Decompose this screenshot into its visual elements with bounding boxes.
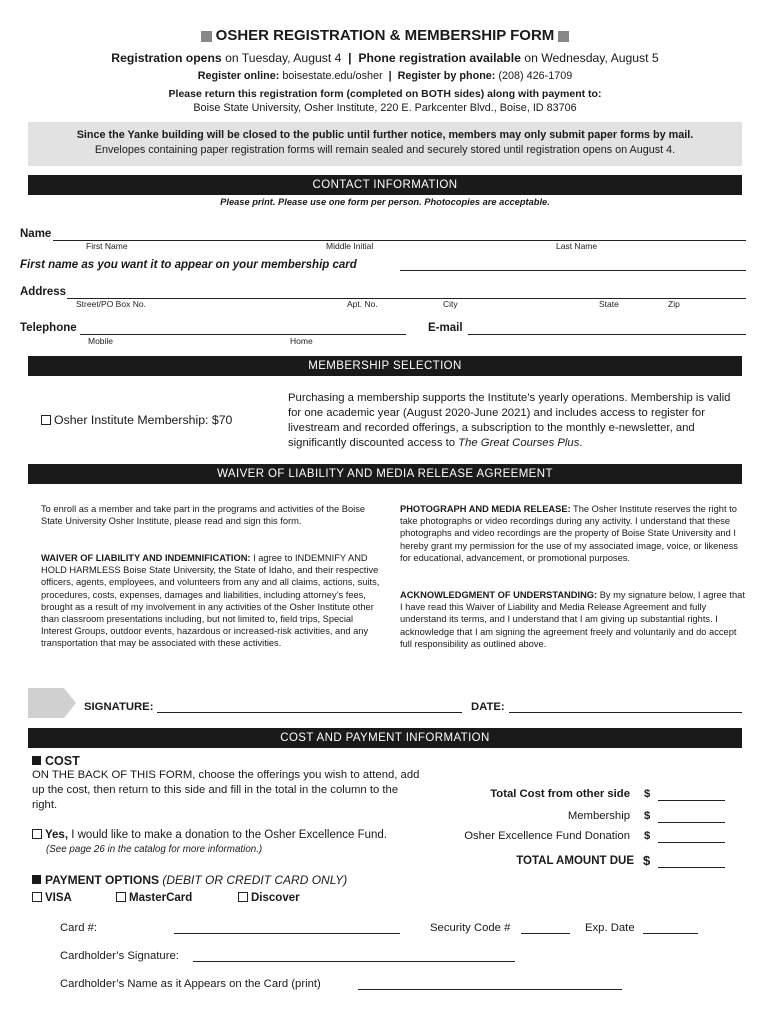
membership-option[interactable]: Osher Institute Membership: $70 bbox=[41, 413, 232, 427]
card-number-field[interactable] bbox=[174, 933, 400, 934]
acknowledgment: ACKNOWLEDGMENT OF UNDERSTANDING: By my signature below, I agree that I have read this Waiver of Liability and Media Release Agreement and fully understand its terms, and I understand that I am giving up substantial rights. I acknowledge that I am signing the agreement freely and voluntarily and do accept full responsibility as outlined above. bbox=[400, 590, 745, 649]
zip-caption: Zip bbox=[668, 299, 680, 309]
visa-option[interactable]: VISA bbox=[32, 892, 72, 904]
contact-information-bar: CONTACT INFORMATION bbox=[28, 175, 742, 195]
contact-instructions: Please print. Please use one form per person. Photocopies are acceptable. bbox=[220, 197, 550, 207]
square-bullet-icon bbox=[201, 31, 212, 42]
membership-selection-bar: MEMBERSHIP SELECTION bbox=[28, 356, 742, 376]
card-number-label: Card #: bbox=[60, 922, 98, 934]
registration-dates: Registration opens on Tuesday, August 4 | Phone registration available on Wednesday, August 5 bbox=[111, 51, 659, 65]
city-caption: City bbox=[443, 299, 458, 309]
cardholder-name-label: Cardholder’s Name as it Appears on the Card (print) bbox=[60, 978, 321, 990]
mobile-caption: Mobile bbox=[88, 336, 114, 346]
total-amount-due-field[interactable] bbox=[658, 867, 725, 868]
total-amount-due-label: TOTAL AMOUNT DUE bbox=[516, 855, 634, 867]
membership-checkbox[interactable] bbox=[41, 415, 51, 425]
middle-initial-caption: Middle Initial bbox=[326, 241, 374, 251]
cardholder-signature-label: Cardholder’s Signature: bbox=[60, 950, 179, 962]
street-caption: Street/PO Box No. bbox=[76, 299, 146, 309]
name-field[interactable] bbox=[53, 240, 746, 241]
form-title: OSHER REGISTRATION & MEMBERSHIP FORM bbox=[0, 27, 770, 44]
membership-description: Purchasing a membership supports the Institute’s yearly operations. Membership is valid for one academic year (August 2020-June 2021) and includes access to register for livestream and recorded offerings, a subscription to the monthly e-newsletter, and significantly discounted access to The Great Courses Plus. bbox=[288, 392, 731, 449]
waiver-bar: WAIVER OF LIABILITY AND MEDIA RELEASE AGREEMENT bbox=[28, 464, 742, 484]
fund-donation-label: Osher Excellence Fund Donation bbox=[464, 830, 630, 842]
apt-caption: Apt. No. bbox=[347, 299, 378, 309]
card-name-label: First name as you want it to appear on your membership card bbox=[20, 259, 357, 271]
first-name-caption: First Name bbox=[86, 241, 128, 251]
dollar-sign: $ bbox=[644, 830, 651, 842]
membership-cost-field[interactable] bbox=[658, 822, 725, 823]
register-online-phone: Register online: boisestate.edu/osher | Register by phone: (208) 426-1709 bbox=[197, 70, 573, 82]
date-field[interactable] bbox=[509, 712, 742, 713]
date-label: DATE: bbox=[471, 701, 505, 713]
telephone-label: Telephone bbox=[20, 322, 77, 334]
cost-heading: COST bbox=[32, 754, 80, 768]
total-other-side-label: Total Cost from other side bbox=[490, 788, 630, 800]
photo-media-release: PHOTOGRAPH AND MEDIA RELEASE: The Osher Institute reserves the right to take photographs or video recordings during any activity. I understand that these photographs and video recordings are the property of Boise State University and I hereby grant my permission for the use of my associated image, voice, or likeness for educational, advancement, or promotional purposes. bbox=[400, 504, 738, 563]
home-caption: Home bbox=[290, 336, 313, 346]
fund-donation-field[interactable] bbox=[658, 842, 725, 843]
donation-checkbox[interactable] bbox=[32, 829, 42, 839]
donation-option[interactable]: Yes, I would like to make a donation to the Osher Excellence Fund. bbox=[32, 829, 387, 841]
waiver-indemnification: WAIVER OF LIABILITY AND INDEMNIFICATION: I agree to INDEMNIFY AND HOLD HARMLESS Boise State University, the State of Idaho, and their respective officers, agents, employees, and volunteers from any and all claims, actions, suits, procedures, costs, expenses, damages and liabilities, including attorney’s fees, brought as a result of my involvement in any activities of the Osher Institute other than classroom presentations including, but not limited to, field trips, Special Interest Groups, outdoor events, hazardous or increased-risk activities, and any transportation that may be associated with these activities. bbox=[41, 553, 380, 649]
dollar-sign: $ bbox=[644, 810, 651, 822]
cardholder-signature-field[interactable] bbox=[193, 961, 515, 962]
mastercard-checkbox[interactable] bbox=[116, 892, 126, 902]
register-online-link[interactable]: boisestate.edu/osher bbox=[279, 70, 383, 82]
signature-label: SIGNATURE: bbox=[84, 701, 154, 713]
last-name-caption: Last Name bbox=[556, 241, 598, 251]
address-field[interactable] bbox=[67, 298, 746, 299]
mailing-address: Boise State University, Osher Institute, 220 E. Parkcenter Blvd., Boise, ID 83706 bbox=[193, 102, 577, 114]
square-bullet-icon bbox=[32, 875, 41, 884]
square-bullet-icon bbox=[558, 31, 569, 42]
waiver-intro: To enroll as a member and take part in the programs and activities of the Boise State University Osher Institute, please read and sign this form. bbox=[41, 504, 366, 527]
card-name-field[interactable] bbox=[400, 270, 746, 271]
name-row: Name bbox=[20, 228, 52, 240]
email-label: E-mail bbox=[428, 322, 463, 334]
donation-note: (See page 26 in the catalog for more information.) bbox=[46, 844, 263, 855]
arrow-pointer-icon bbox=[28, 688, 76, 718]
security-code-field[interactable] bbox=[521, 933, 570, 934]
dollar-sign: $ bbox=[643, 853, 651, 868]
state-caption: State bbox=[599, 299, 619, 309]
total-other-side-field[interactable] bbox=[658, 800, 725, 801]
return-instructions: Please return this registration form (completed on BOTH sides) along with payment to: bbox=[168, 88, 602, 100]
email-field[interactable] bbox=[468, 334, 746, 335]
closure-notice: Since the Yanke building will be closed to the public until further notice, members may only submit paper forms by mail. Envelopes containing paper registration forms will remain sealed and securely stored until registration opens on August 4. bbox=[28, 122, 742, 166]
cost-instructions: ON THE BACK OF THIS FORM, choose the offerings you wish to attend, add up the cost, then return to this side and fill in the total in the column to the right. bbox=[32, 769, 420, 811]
cost-payment-bar: COST AND PAYMENT INFORMATION bbox=[28, 728, 742, 748]
discover-checkbox[interactable] bbox=[238, 892, 248, 902]
exp-date-label: Exp. Date bbox=[585, 922, 635, 934]
membership-cost-label: Membership bbox=[567, 810, 630, 822]
signature-field[interactable] bbox=[157, 712, 462, 713]
address-label: Address bbox=[20, 286, 67, 298]
discover-option[interactable]: Discover bbox=[238, 892, 300, 904]
mastercard-option[interactable]: MasterCard bbox=[116, 892, 192, 904]
exp-date-field[interactable] bbox=[643, 933, 698, 934]
cardholder-name-field[interactable] bbox=[358, 989, 622, 990]
visa-checkbox[interactable] bbox=[32, 892, 42, 902]
telephone-field[interactable] bbox=[80, 334, 406, 335]
dollar-sign: $ bbox=[644, 788, 651, 800]
security-code-label: Security Code # bbox=[430, 922, 511, 934]
payment-options-heading: PAYMENT OPTIONS (DEBIT OR CREDIT CARD ONLY) bbox=[32, 873, 347, 887]
square-bullet-icon bbox=[32, 756, 41, 765]
